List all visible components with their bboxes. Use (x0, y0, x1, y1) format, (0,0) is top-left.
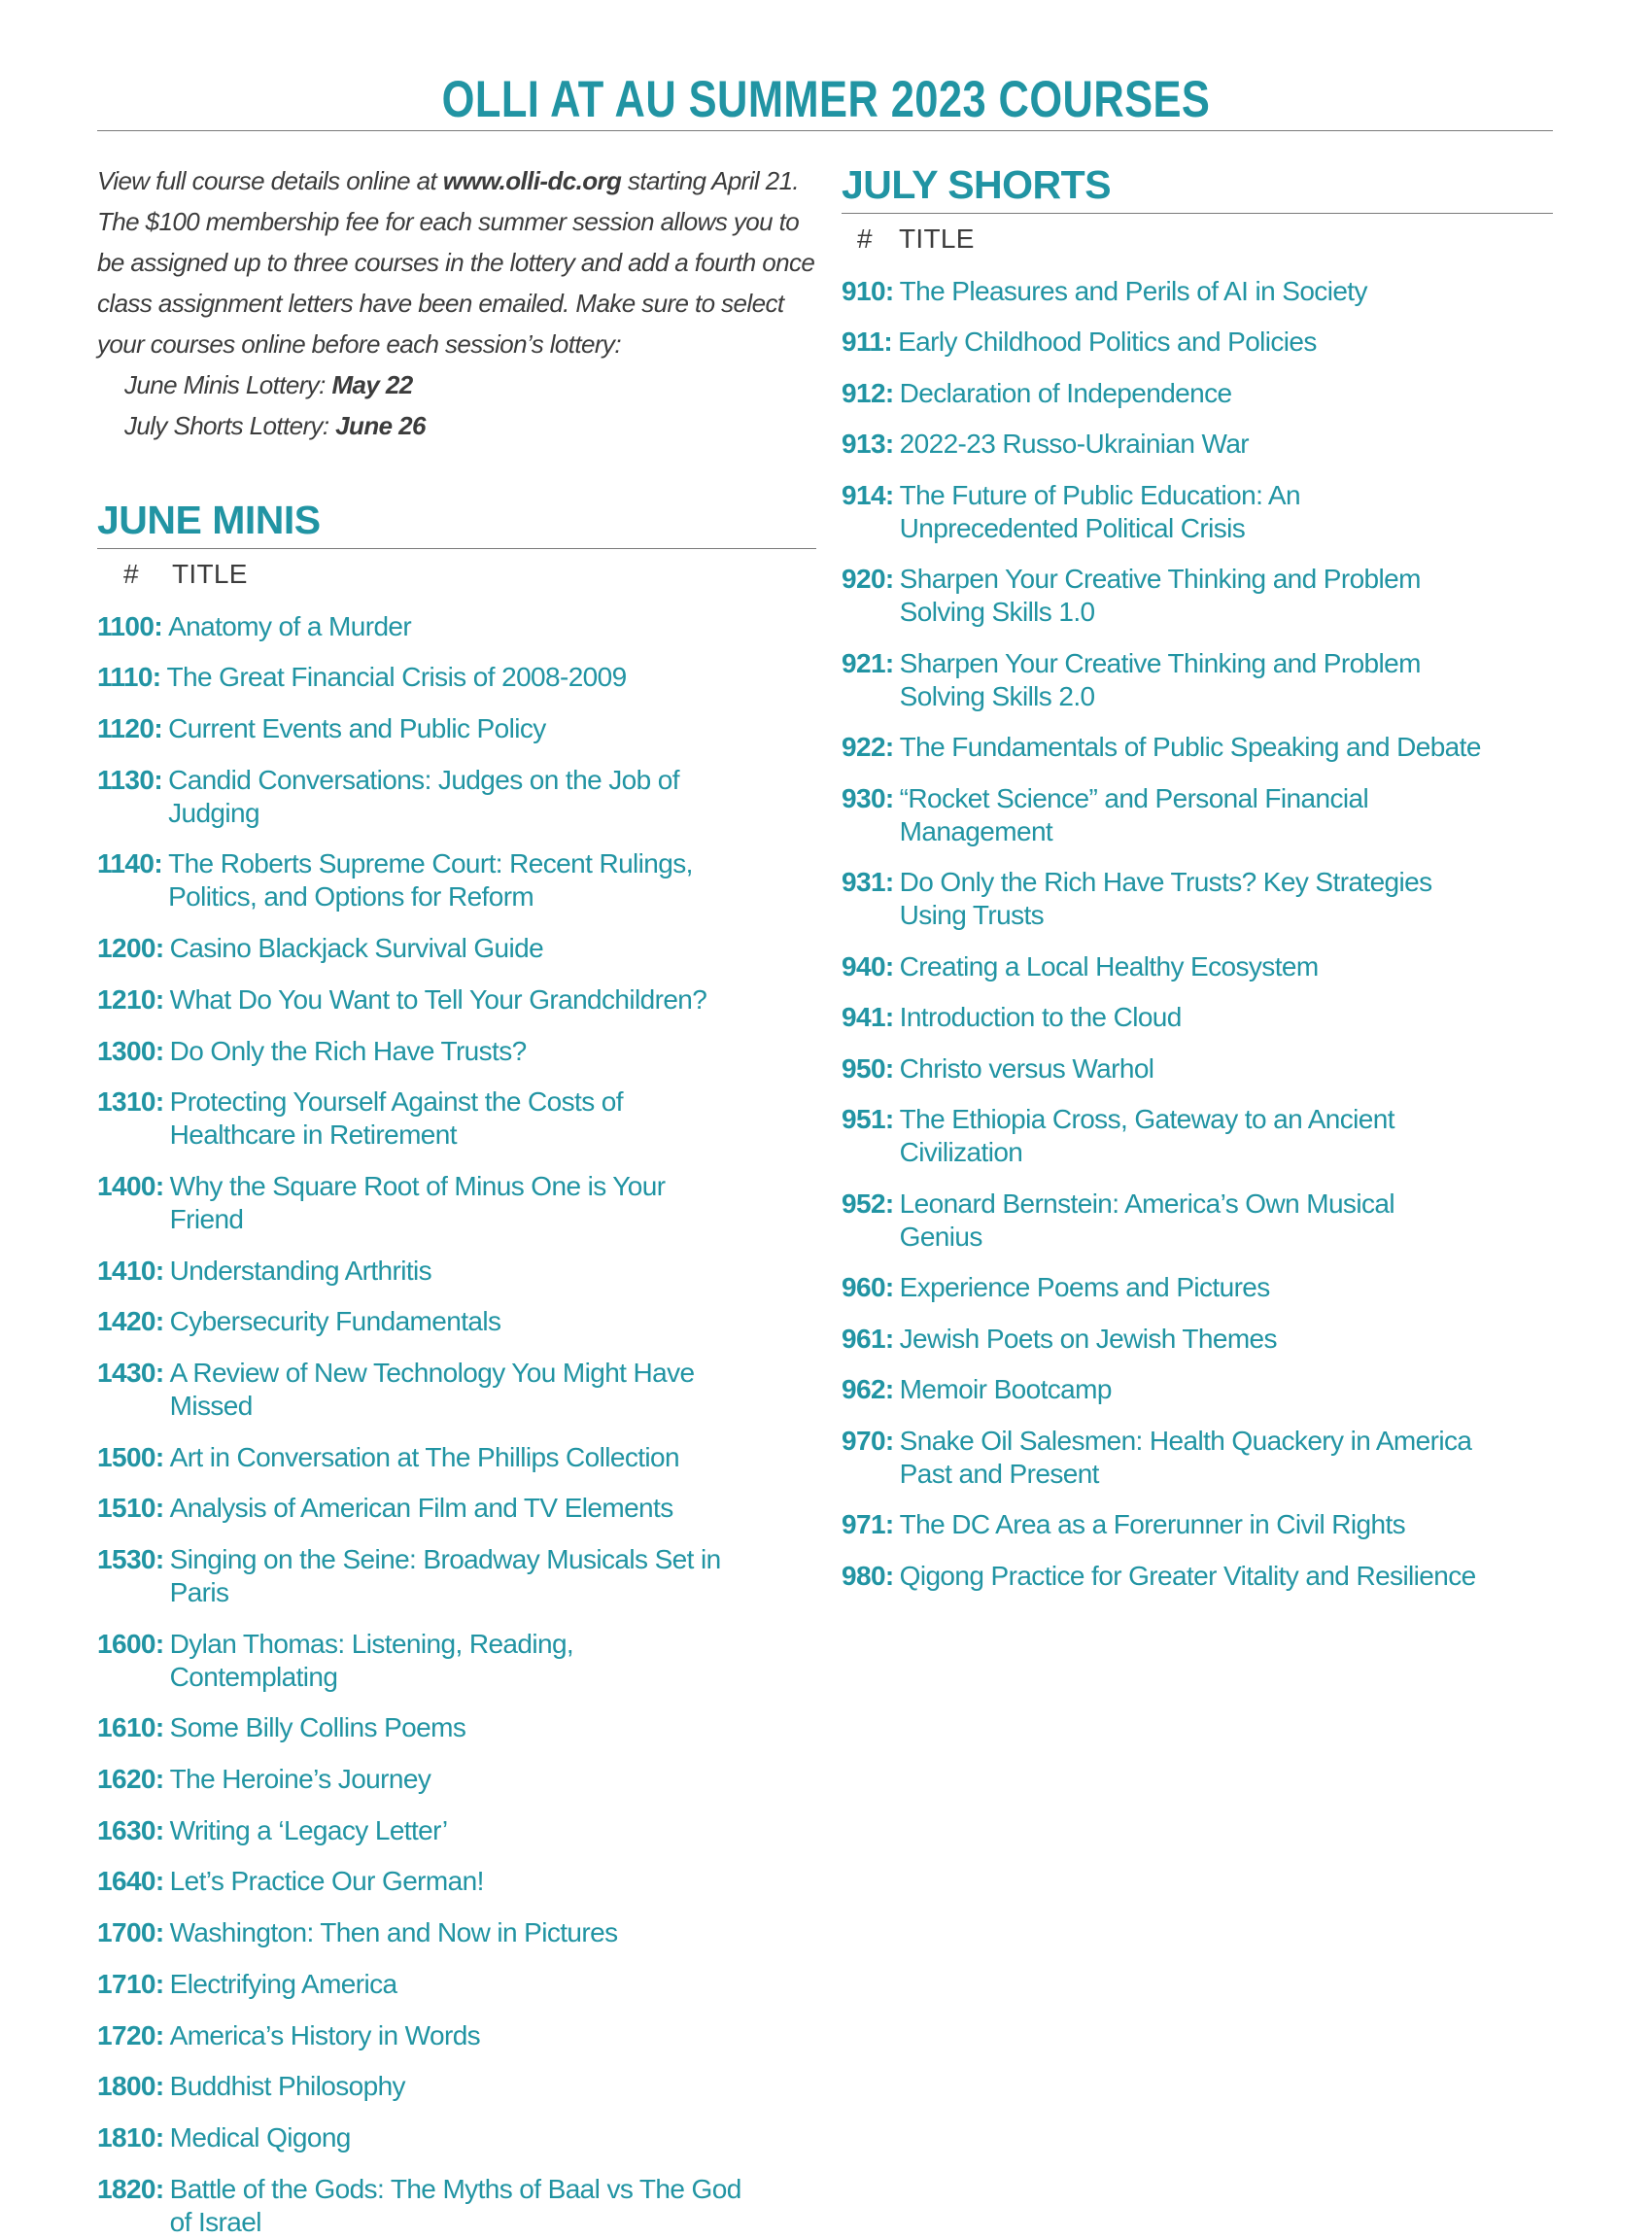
course-title: Christo versus Warhol (899, 1052, 1154, 1084)
course-item (97, 1492, 816, 1525)
course-item (842, 1103, 1553, 1169)
course-item (842, 782, 1553, 848)
course-title: Current Events and Public Policy (168, 713, 546, 744)
course-number: 971: (842, 1509, 894, 1539)
course-title: Declaration of Independence (899, 377, 1232, 408)
course-title: Medical Qigong (169, 2121, 351, 2153)
course-title: Early Childhood Politics and Policies (898, 327, 1317, 357)
course-title: Analysis of American Film and TV Elements (169, 1493, 673, 1524)
course-number: 1100: (97, 610, 163, 641)
course-title: What Do You Want to Tell Your Grandchildren? (169, 983, 707, 1015)
course-item (97, 610, 816, 643)
course-item (842, 275, 1553, 308)
intro-text-after-url: starting April 21. The $100 membership fee for each summer session allows you to be assigned up to three courses in the lottery and add a fourth once class assignment letters have been emailed. Make sure to select your courses online before each session’s lottery: (97, 166, 815, 359)
course-title: The DC Area as a Forerunner in Civil Rights (899, 1509, 1406, 1539)
course-title: Do Only the Rich Have Trusts? Key Strategies Using Trusts (899, 867, 1432, 930)
course-title: The Great Financial Crisis of 2008-2009 (166, 662, 627, 693)
course-number: 941: (842, 1002, 894, 1032)
course-number: 912: (842, 377, 894, 408)
course-number: 940: (842, 950, 894, 982)
course-number: 1610: (97, 1712, 164, 1743)
course-item (842, 1560, 1553, 1593)
lottery-july-label: July Shorts Lottery: (124, 411, 336, 440)
course-item (842, 1052, 1553, 1085)
course-item (97, 1255, 816, 1288)
course-number: 952: (842, 1188, 894, 1219)
number-column-header: # (123, 559, 139, 589)
course-number: 1620: (97, 1764, 164, 1795)
course-number: 962: (842, 1374, 894, 1404)
course-number: 1210: (97, 983, 164, 1015)
page-title: OLLI AT AU SUMMER 2023 COURSES (441, 71, 1211, 128)
website-link[interactable]: www.olli-dc.org (442, 166, 622, 195)
course-item (842, 1508, 1553, 1541)
june-minis-column-header (97, 557, 816, 592)
course-number: 980: (842, 1560, 894, 1591)
course-item (842, 1001, 1553, 1034)
course-number: 961: (842, 1323, 894, 1354)
course-number: 1710: (97, 1968, 164, 1999)
course-number: 1700: (97, 1917, 164, 1948)
course-title: A Review of New Technology You Might Have Missed (169, 1357, 695, 1421)
course-number: 1600: (97, 1628, 164, 1659)
course-number: 910: (842, 275, 894, 306)
course-title: Leonard Bernstein: America’s Own Musical Genius (899, 1188, 1394, 1252)
course-item (842, 479, 1553, 545)
june-minis-divider (97, 548, 816, 549)
course-item (97, 1916, 816, 1949)
course-number: 922: (842, 732, 894, 762)
course-item (842, 1271, 1553, 1304)
course-number: 1430: (97, 1357, 164, 1388)
course-title: Dylan Thomas: Listening, Reading, Contemplating (169, 1628, 574, 1692)
course-title: America’s History in Words (169, 2019, 481, 2050)
course-number: 1630: (97, 1814, 164, 1845)
course-title: The Future of Public Education: An Unprecedented Political Crisis (899, 479, 1300, 543)
july-shorts-divider (842, 213, 1553, 214)
course-title: Electrifying America (169, 1968, 397, 1999)
course-number: 914: (842, 479, 894, 510)
course-title: Qigong Practice for Greater Vitality and Resilience (899, 1560, 1476, 1591)
course-title: Candid Conversations: Judges on the Job of Judging (168, 764, 679, 828)
course-title: Experience Poems and Pictures (899, 1272, 1270, 1302)
course-number: 931: (842, 867, 894, 897)
title-divider (97, 130, 1553, 131)
course-title: Cybersecurity Fundamentals (169, 1306, 501, 1337)
course-item (97, 1035, 816, 1068)
course-item (97, 1711, 816, 1744)
course-title: “Rocket Science” and Personal Financial Management (899, 782, 1369, 846)
course-number: 921: (842, 647, 894, 678)
course-item (97, 1357, 816, 1423)
course-title: The Roberts Supreme Court: Recent Rulings, Politics, and Options for Reform (168, 848, 693, 913)
lottery-june (97, 364, 816, 405)
course-title: Protecting Yourself Against the Costs of Healthcare in Retirement (169, 1086, 623, 1151)
course-item (842, 428, 1553, 461)
course-number: 913: (842, 429, 894, 459)
course-title: Writing a ‘Legacy Letter’ (169, 1814, 448, 1845)
course-number: 1140: (97, 848, 163, 879)
course-item (97, 2173, 816, 2239)
course-number: 920: (842, 564, 894, 594)
course-item (97, 1763, 816, 1796)
course-title: Anatomy of a Murder (168, 610, 412, 641)
course-number: 1810: (97, 2121, 164, 2153)
course-title: Singing on the Seine: Broadway Musicals Set in Paris (169, 1544, 721, 1607)
course-title: Why the Square Root of Minus One is Your Friend (169, 1170, 666, 1234)
course-item (97, 2019, 816, 2052)
course-number: 1310: (97, 1086, 164, 1118)
course-title: 2022-23 Russo-Ukrainian War (899, 429, 1250, 459)
june-minis-course-list (97, 610, 816, 2239)
june-minis-heading: JUNE MINIS (97, 498, 321, 542)
course-number: 960: (842, 1272, 894, 1302)
course-item (97, 764, 816, 830)
july-shorts-heading: JULY SHORTS (842, 162, 1112, 207)
course-title: Introduction to the Cloud (899, 1002, 1182, 1032)
course-title: Creating a Local Healthy Ecosystem (899, 950, 1319, 982)
course-title: Buddhist Philosophy (169, 2071, 405, 2102)
course-title: Sharpen Your Creative Thinking and Problem Solving Skills 1.0 (899, 564, 1421, 627)
course-item (97, 932, 816, 965)
course-number: 1300: (97, 1035, 164, 1066)
course-title: Understanding Arthritis (169, 1255, 432, 1286)
course-title: Art in Conversation at The Phillips Collection (169, 1441, 679, 1472)
lottery-july-date: June 26 (335, 411, 426, 440)
june-minis-section (97, 496, 816, 2239)
course-number: 911: (842, 327, 893, 357)
course-item (97, 712, 816, 745)
course-item (842, 326, 1553, 359)
course-number: 1530: (97, 1544, 164, 1574)
intro-paragraph (97, 160, 816, 364)
course-item (842, 563, 1553, 629)
course-item (842, 866, 1553, 932)
course-item (842, 647, 1553, 713)
course-title: Casino Blackjack Survival Guide (169, 933, 544, 964)
course-item (97, 1305, 816, 1338)
course-number: 1410: (97, 1255, 164, 1286)
course-item (97, 1543, 816, 1609)
lottery-june-date: May 22 (331, 370, 413, 399)
course-number: 951: (842, 1104, 894, 1134)
course-title: Jewish Poets on Jewish Themes (899, 1323, 1277, 1354)
course-item (842, 1323, 1553, 1356)
course-title: Memoir Bootcamp (899, 1374, 1112, 1404)
course-title: The Heroine’s Journey (169, 1764, 431, 1795)
course-number: 1400: (97, 1170, 164, 1201)
course-number: 1510: (97, 1493, 164, 1524)
course-item (97, 1814, 816, 1847)
course-title: Sharpen Your Creative Thinking and Problem Solving Skills 2.0 (899, 647, 1421, 711)
july-shorts-course-list (842, 275, 1553, 1593)
course-item (842, 1373, 1553, 1406)
course-title: Some Billy Collins Poems (169, 1712, 466, 1743)
course-item (842, 731, 1553, 764)
course-item (97, 847, 816, 913)
lottery-june-label: June Minis Lottery: (124, 370, 332, 399)
july-shorts-column-header (842, 222, 1553, 257)
course-number: 1110: (97, 662, 161, 693)
course-item (97, 1628, 816, 1694)
course-item (97, 1968, 816, 2001)
course-number: 1130: (97, 764, 163, 795)
number-column-header: # (857, 224, 873, 254)
title-column-header: TITLE (172, 559, 248, 589)
course-number: 1820: (97, 2173, 164, 2204)
course-item (842, 950, 1553, 983)
course-number: 1200: (97, 933, 164, 964)
course-item (97, 983, 816, 1016)
course-item (97, 2070, 816, 2103)
course-number: 930: (842, 782, 894, 813)
course-title: Snake Oil Salesmen: Health Quackery in America Past and Present (899, 1425, 1472, 1489)
course-number: 1640: (97, 1866, 164, 1897)
lottery-july (97, 405, 816, 446)
course-item (842, 377, 1553, 410)
course-item (97, 1441, 816, 1474)
course-item (97, 661, 816, 694)
course-number: 950: (842, 1052, 894, 1084)
course-number: 1800: (97, 2071, 164, 2102)
course-item (97, 1170, 816, 1236)
course-item (842, 1188, 1553, 1254)
course-title: The Ethiopia Cross, Gateway to an Ancient Civilization (899, 1104, 1394, 1167)
course-title: The Fundamentals of Public Speaking and Debate (899, 732, 1481, 762)
course-title: Washington: Then and Now in Pictures (169, 1917, 618, 1948)
course-number: 970: (842, 1425, 894, 1456)
title-column-header: TITLE (899, 224, 975, 254)
course-item (842, 1425, 1553, 1491)
course-title: Battle of the Gods: The Myths of Baal vs The God of Israel (169, 2173, 741, 2237)
july-shorts-section (842, 160, 1553, 1593)
course-item (97, 1085, 816, 1152)
course-title: The Pleasures and Perils of AI in Society (899, 275, 1367, 306)
course-number: 1500: (97, 1441, 164, 1472)
course-number: 1120: (97, 713, 163, 744)
left-column (97, 160, 816, 2237)
course-title: Let’s Practice Our German! (169, 1866, 484, 1897)
course-number: 1420: (97, 1306, 164, 1337)
course-title: Do Only the Rich Have Trusts? (169, 1035, 527, 1066)
course-number: 1720: (97, 2019, 164, 2050)
intro-text-before-url: View full course details online at (97, 166, 443, 195)
course-item (97, 1865, 816, 1898)
